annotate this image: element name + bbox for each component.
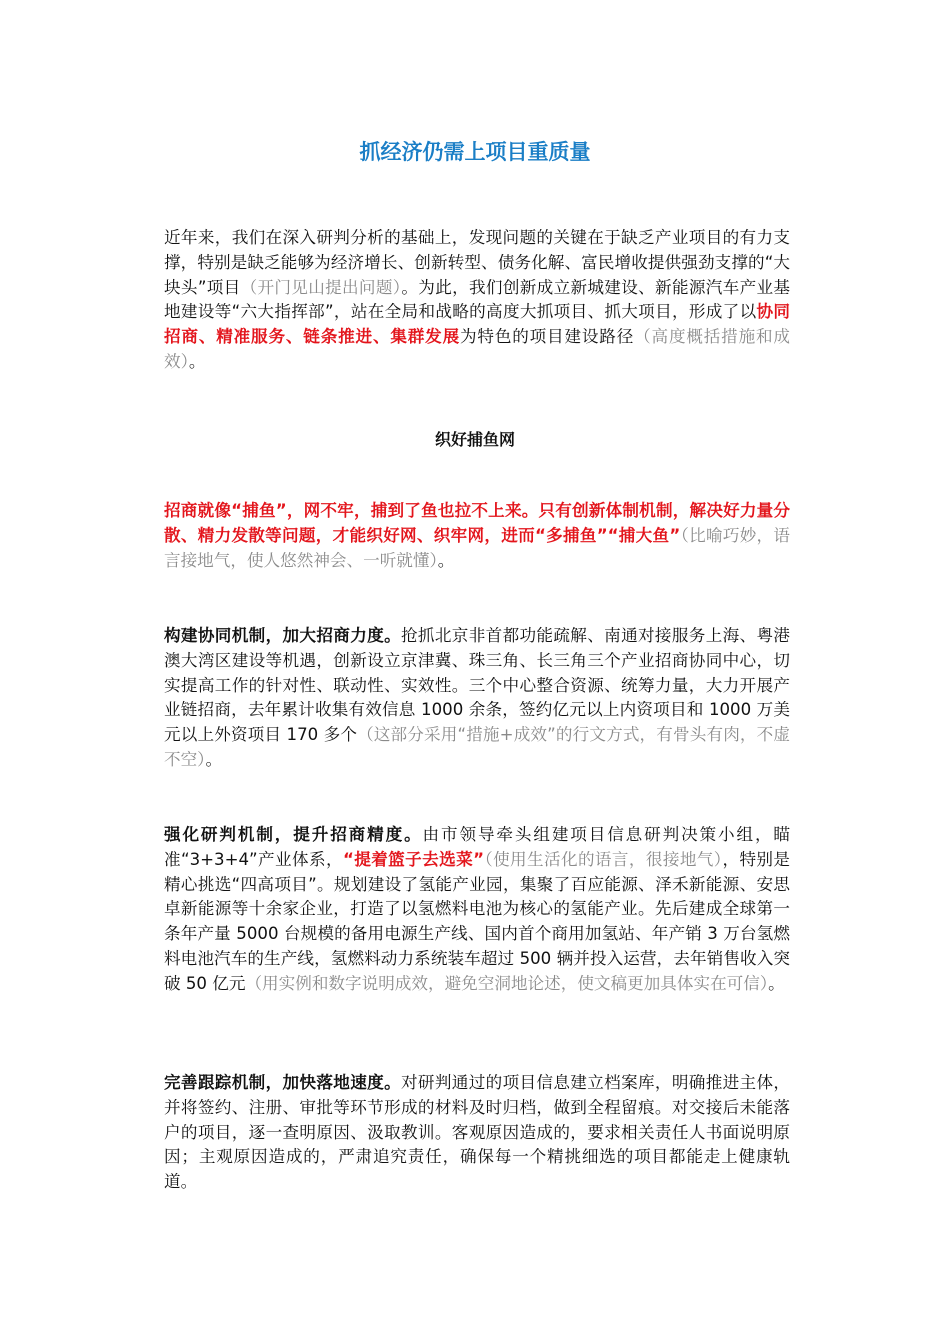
fishing-paragraph <box>164 499 790 573</box>
page-title: 抓经济仍需上项目重质量 <box>359 140 591 164</box>
fishing-highlight: 招商就像“捕鱼”，网不牢，捕到了鱼也拉不上来。只有创新体制机制，解决好力量分散、精力发散等问题，才能织好网、织牢网，进而“多捕鱼”“捕大鱼” <box>164 501 790 545</box>
fishing-annotation: （比喻巧妙，语言接地气，使人悠然神会、一听就懂） <box>164 525 791 570</box>
intro-text-3: 为特色的项目建设路径 <box>460 327 635 347</box>
fishing-end: 。 <box>437 550 455 570</box>
tracking-heading: 完善跟踪机制，加快落地速度。 <box>164 1073 401 1092</box>
tracking-paragraph <box>164 1071 790 1195</box>
intro-highlight: 协同招商、精准服务、链条推进、集群发展 <box>164 302 790 347</box>
section-subtitle: 织好捕鱼网 <box>434 430 515 449</box>
coordination-annotation: （这部分采用“措施+成效”的行文方式，有骨头有肉，不虚不空） <box>164 725 790 769</box>
research-text-1: 由市领导牵头组建项目信息研判决策小组，瞄准“3+3+4”产业体系， <box>164 825 791 869</box>
intro-text-2: 。为此，我们创新成立新城建设、新能源汽车产业基地建设等“六大指挥部”，站在全局和战略的高度大抓项目、抓大项目，形成了以 <box>164 277 790 322</box>
research-paragraph <box>164 823 790 997</box>
research-annotation-1: （使用生活化的语言，很接地气） <box>484 849 723 869</box>
intro-text-1: 近年来，我们在深入研判分析的基础上，发现问题的关键在于缺乏产业项目的有力支撑，特别是缺乏能够为经济增长、创新转型、债务化解、富民增收提供强劲支撑的“大块头”项目 <box>164 228 790 297</box>
intro-annotation-2: （高度概括措施和成效） <box>164 327 791 371</box>
tracking-text: 对研判通过的项目信息建立档案库，明确推进主体，并将签约、注册、审批等环节形成的材料及时归档，做到全程留痕。对交接后未能落户的项目，逐一查明原因、汲取教训。客观原因造成的，要求相关责任人书面说明原因；主观原因造成的，严肃追究责任，确保每一个精挑细选的项目都能走上健康轨道。 <box>164 1073 791 1192</box>
research-heading: 强化研判机制，提升招商精度。 <box>164 825 423 844</box>
research-end: 。 <box>768 973 785 993</box>
coordination-text: 抢抓北京非首都功能疏解、南通对接服务上海、粤港澳大湾区建设等机遇，创新设立京津冀、珠三角、长三角三个产业招商协同中心，切实提高工作的针对性、联动性、实效性。三个中心整合资源、统筹力量，大力开展产业链招商，去年累计收集有效信息 1000 余条，签约亿元以上内资项目和 1000 万美元以上外资项目 170 多个 <box>164 626 791 745</box>
intro-paragraph <box>164 226 790 375</box>
research-highlight: “提着篮子去选菜” <box>342 849 484 869</box>
intro-text-4: 。 <box>188 351 206 371</box>
coordination-heading: 构建协同机制，加大招商力度。 <box>164 626 401 645</box>
research-text-2: ，特别是精心挑选“四高项目”。规划建设了氢能产业园，集聚了百应能源、泽禾新能源、安思卓新能源等十余家企业，打造了以氢燃料电池为核心的氢能产业。先后建成全球第一条年产量 5000 台规模的备用电源生产线、国内首个商用加氢站、年产销 3 万台氢燃料电池汽车的生产线，氢燃料动力系统装车超过 500 辆并投入运营，去年销售收入突破 50 亿元 <box>164 849 790 993</box>
coordination-paragraph <box>164 624 790 773</box>
coordination-end: 。 <box>205 749 223 769</box>
research-annotation-2: （用实例和数字说明成效，避免空洞地论述，使文稿更加具体实在可信） <box>245 973 769 993</box>
intro-annotation-1: （开门见山提出问题） <box>240 277 402 297</box>
